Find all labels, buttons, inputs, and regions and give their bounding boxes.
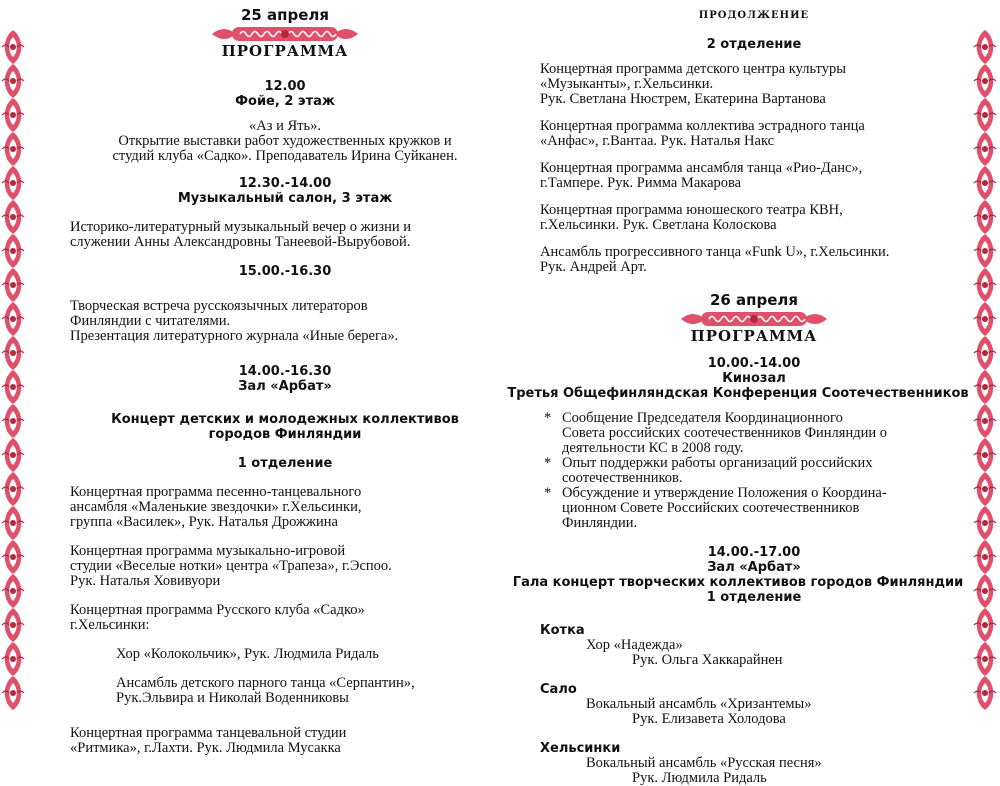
left-column — [70, 8, 500, 756]
text-line: Концертная программа юношеского театра КВН, — [540, 202, 843, 218]
text-line: студий клуба «Садко». Преподаватель Ирина Суйканен. — [112, 148, 458, 164]
text-line: Рук. Андрей Арт. — [540, 259, 647, 275]
text-line: деятельности КС в 2008 году. — [562, 440, 744, 456]
place-label: Кинозал — [722, 371, 786, 386]
program-heading: ПРОГРАММА — [221, 42, 349, 60]
text-line: соотечественников. — [562, 470, 683, 486]
time-label: 12.30.-14.00 — [238, 176, 332, 191]
text-line: Концертная программа детского центра культуры — [540, 61, 846, 77]
agenda-item — [544, 456, 968, 486]
text-line: служении Анны Александровны Танеевой-Вырубовой. — [70, 234, 411, 250]
group-leader: Рук. Елизавета Холодова — [632, 711, 786, 727]
text-line: * Обсуждение и утверждение Положения о Координа- — [562, 485, 887, 501]
text-line: Презентация литературного журнала «Иные берега». — [70, 328, 399, 344]
text-line: Совета российских соотечественников Финляндии о — [562, 425, 887, 441]
right-ornament-border — [972, 30, 998, 710]
text-line: Концертная программа Русского клуба «Садко» — [70, 602, 365, 618]
text-line: Финляндии. — [562, 515, 638, 531]
text-line: Ансамбль детского парного танца «Серпантин», — [116, 675, 415, 691]
text-line: Рук.Эльвира и Николай Воденниковы — [116, 690, 349, 706]
section-label: 1 отделение — [706, 590, 802, 605]
text-line: * Опыт поддержки работы организаций российских — [562, 455, 873, 471]
place-label: Зал «Арбат» — [707, 560, 801, 575]
right-column — [507, 8, 969, 786]
text-line: Рук. Светлана Нюстрем, Екатерина Вартанова — [540, 91, 826, 107]
group-name: Вокальный ансамбль «Хризантемы» — [586, 696, 812, 712]
group-name: Вокальный ансамбль «Русская песня» — [586, 755, 822, 771]
text-line: «Музыканты», г.Хельсинки. — [540, 76, 714, 92]
agenda-item — [544, 486, 968, 531]
place-label: Фойе, 2 этаж — [235, 94, 335, 109]
place-label: Музыкальный салон, 3 этаж — [177, 191, 393, 206]
text-line: ционном Совете Российских соотечественников — [562, 500, 860, 516]
gala-title: Гала концерт творческих коллективов городов Финляндии — [512, 575, 964, 590]
text-line: * Сообщение Председателя Координационного — [562, 410, 843, 426]
text-line: студии «Веселые нотки» центра «Трапеза», г.Эспоо. — [70, 558, 392, 574]
text-line: Финляндии с читателями. — [70, 313, 231, 329]
text-line: «Ритмика», г.Лахти. Рук. Людмила Мусакка — [70, 740, 341, 756]
continuation-heading: ПРОДОЛЖЕНИЕ — [698, 10, 810, 21]
city-name: Хельсинки — [540, 741, 621, 756]
city-name: Сало — [540, 682, 577, 697]
text-line: «Аз и Ять». — [249, 118, 321, 134]
text-line: Хор «Колокольчик», Рук. Людмила Ридаль — [116, 646, 379, 662]
text-line: Концертная программа музыкально-игровой — [70, 543, 346, 559]
time-label: 10.00.-14.00 — [707, 356, 801, 371]
text-line: Концертная программа коллектива эстрадного танца — [540, 118, 865, 134]
section-label: 2 отделение — [706, 37, 802, 52]
section-label: 1 отделение — [237, 456, 333, 471]
group-leader: Рук. Людмила Ридаль — [632, 770, 767, 786]
concert-title: Концерт детских и молодежных коллективов — [111, 412, 459, 427]
date-heading: 25 апреля — [240, 6, 330, 24]
ornament-divider — [210, 24, 360, 44]
agenda-item — [544, 411, 968, 456]
ornament-divider — [679, 309, 829, 329]
time-label: 12.00 — [264, 79, 306, 94]
time-label: 15.00.-16.30 — [238, 264, 332, 279]
text-line: ансамбля «Маленькие звездочки» г.Хельсинки, — [70, 499, 362, 515]
text-line: группа «Василек», Рук. Наталья Дрожжина — [70, 514, 338, 530]
text-line: Творческая встреча русскоязычных литераторов — [70, 298, 368, 314]
conference-title: Третья Общефинляндская Конференция Соотечественников — [507, 386, 969, 401]
text-line: Концертная программа ансамбля танца «Рио-Данс», — [540, 160, 863, 176]
text-line: г.Хельсинки: — [70, 617, 150, 633]
concert-title: городов Финляндии — [208, 427, 362, 442]
group-name: Хор «Надежда» — [586, 637, 683, 653]
time-label: 14.00.-17.00 — [707, 545, 801, 560]
time-label: 14.00.-16.30 — [238, 364, 332, 379]
text-line: Концертная программа танцевальной студии — [70, 725, 347, 741]
text-line: Открытие выставки работ художественных кружков и — [118, 133, 452, 149]
text-line: Историко-литературный музыкальный вечер о жизни и — [70, 219, 412, 235]
text-line: г.Хельсинки. Рук. Светлана Колоскова — [540, 217, 777, 233]
city-name: Котка — [540, 623, 585, 638]
program-heading: ПРОГРАММА — [690, 327, 818, 345]
text-line: Рук. Наталья Ховивуори — [70, 573, 221, 589]
group-leader: Рук. Ольга Хаккарайнен — [632, 652, 783, 668]
text-line: Концертная программа песенно-танцевального — [70, 484, 362, 500]
text-line: «Анфас», г.Вантаа. Рук. Наталья Накс — [540, 133, 775, 149]
text-line: г.Тампере. Рук. Римма Макарова — [540, 175, 742, 191]
place-label: Зал «Арбат» — [238, 379, 332, 394]
date-heading: 26 апреля — [709, 291, 799, 309]
text-line: Ансамбль прогрессивного танца «Funk U», г.Хельсинки. — [540, 244, 890, 260]
left-ornament-border — [0, 30, 26, 710]
agenda-list — [540, 411, 968, 531]
